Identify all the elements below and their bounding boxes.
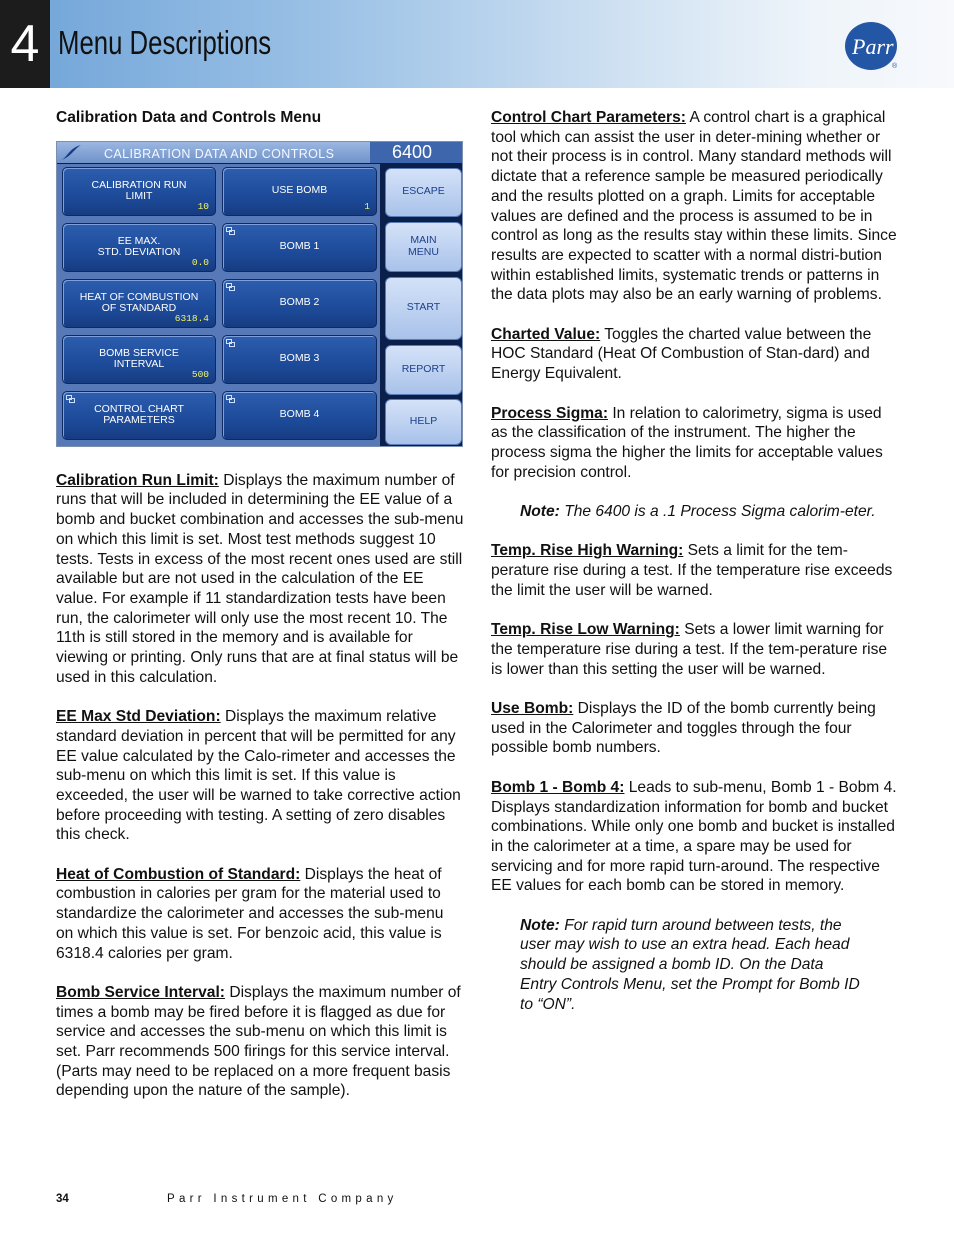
start-button[interactable] xyxy=(385,277,462,340)
page-number: 34 xyxy=(56,1193,69,1205)
note-process-sigma xyxy=(520,502,899,522)
button-label: HEAT OF COMBUSTION OF STANDARD xyxy=(79,290,199,315)
submenu-icon xyxy=(226,395,235,403)
button-label: BOMB 4 xyxy=(279,408,320,421)
swoosh-logo-icon xyxy=(59,143,83,162)
bomb-2-button[interactable] xyxy=(222,279,377,328)
logo-text: Parr xyxy=(852,34,894,59)
button-label: EE MAX. STD. DEVIATION xyxy=(97,234,181,259)
main-menu-button[interactable] xyxy=(385,222,462,272)
note-extra-head xyxy=(520,916,860,1015)
paragraph-text: Displays the ID of the bomb currently being used in the Calorimeter and toggles through the four possible bomb numbers. xyxy=(491,700,876,757)
bomb-4-button[interactable] xyxy=(222,391,377,440)
escape-button[interactable] xyxy=(385,168,462,217)
paragraph-use-bomb xyxy=(491,699,899,758)
bomb-service-interval-button[interactable] xyxy=(62,335,216,384)
bomb-3-button[interactable] xyxy=(222,335,377,384)
right-column xyxy=(491,108,899,1034)
calibration-screen xyxy=(56,141,463,447)
screen-body xyxy=(57,164,462,446)
term: Control Chart Parameters: xyxy=(491,109,686,126)
paragraph-bomb-1-4 xyxy=(491,778,899,896)
button-label: ESCAPE xyxy=(402,185,445,198)
button-label: BOMB SERVICE INTERVAL xyxy=(99,346,179,371)
button-label: MAIN MENU xyxy=(408,234,439,258)
paragraph-text: Toggles the charted value between the HOC Standard (Heat Of Combustion of Stan-dard) and Energy Equivalent. xyxy=(491,325,872,383)
logo-registered-mark: ® xyxy=(892,63,898,70)
term: EE Max Std Deviation: xyxy=(56,708,221,726)
paragraph-text: Leads to sub-menu, Bomb 1 - Bobm 4. Displays standardization information for bomb and bucket combinations. While only one bomb and bucket is installed in the calorimeter at a time, a spare may be used for servicing and for more rapid turn-around. The respective EE values for each bomb can be stored in memory. xyxy=(491,778,897,895)
paragraph-heat-of-combustion xyxy=(56,865,464,964)
ee-max-std-deviation-button[interactable] xyxy=(62,223,216,272)
button-value: 0.0 xyxy=(191,257,209,269)
submenu-icon xyxy=(226,283,235,291)
paragraph-charted-value xyxy=(491,325,899,384)
paragraph-calibration-run-limit xyxy=(56,471,464,688)
page-title: Menu Descriptions xyxy=(58,24,272,61)
term: Use Bomb: xyxy=(491,700,574,717)
control-chart-parameters-button[interactable] xyxy=(62,391,216,440)
paragraph-text: Displays the maximum number of times a bomb may be fired before it is flagged as due for service and accesses the sub-menu on which this limit is set. Parr recommends 500 firings for this service interval. (Parts may need to be replaced on a more frequent basis depending upon the nature of the sample). xyxy=(56,983,461,1100)
paragraph-bomb-service-interval xyxy=(56,983,464,1101)
paragraph-ee-max-std-deviation xyxy=(56,707,464,845)
heat-of-combustion-button[interactable] xyxy=(62,279,216,328)
submenu-icon xyxy=(66,395,75,403)
paragraph-text: A control chart is a graphical tool which can assist the user in deter-mining whether or not their process is in control. Many standard methods will dictate that a reference sample be measured periodically and the results plotted on a graph. Limits for acceptable values are defined and the process is assumed to be in control as long as the results stay within these limits. Since results are expected to scatter with a normal distri-bution within established limits, systematic trends or patterns in the data plots may also be an early warning of problems. xyxy=(491,109,897,304)
screen-title-bar xyxy=(57,142,462,163)
model-number: 6400 xyxy=(370,142,462,163)
button-value: 500 xyxy=(191,369,209,381)
term: Temp. Rise Low Warning: xyxy=(491,621,680,639)
note-label: Note: xyxy=(520,916,560,934)
left-column xyxy=(56,108,464,1121)
paragraph-text: Displays the maximum number of runs that will be included in determining the EE value of a bomb and bucket combination and accesses the sub-menu on which this limit is set. Most test methods suggest 10 tests. Tests in excess of the most recent ones used are still available but are not used in the calculation of the EE value. For example if 11 standardization tests have been run, the calorimeter will only use the most recent 10. The 11th is still stored in the memory and is available for viewing or printing. Only runs that are at final status will be used in this calculation. xyxy=(56,471,464,686)
note-text: The 6400 is a .1 Process Sigma calorim-eter. xyxy=(559,503,876,521)
button-value: 6318.4 xyxy=(174,313,209,325)
paragraph-control-chart-parameters xyxy=(491,108,899,305)
submenu-icon xyxy=(226,339,235,347)
paragraph-temp-rise-low-warning xyxy=(491,620,899,679)
note-text: For rapid turn around between tests, the user may wish to use an extra head. Each head should be assigned a bomb ID. On the Data Entry Controls Menu, set the Prompt for Bomb ID to “ON”. xyxy=(520,916,860,1013)
paragraph-text: Sets a limit for the tem-perature rise during a test. If the temperature rise exceeds the limit the user will be warned. xyxy=(491,542,893,599)
paragraph-text: Sets a lower limit warning for the temperature rise during a test. If the tem-perature rise is lower than this setting the user will be warned. xyxy=(491,621,888,678)
button-label: CONTROL CHART PARAMETERS xyxy=(94,402,184,427)
button-label: START xyxy=(406,301,441,314)
paragraph-text: Displays the heat of combustion in calories per gram for the material used to standardize the calorimeter and accesses the sub-menu on which this value is set. For benzoic acid, this value is 6318.4 calories per gram. xyxy=(56,865,444,962)
note-label: Note: xyxy=(520,503,560,521)
calibration-run-limit-button[interactable] xyxy=(62,167,216,216)
term: Heat of Combustion of Standard: xyxy=(56,865,301,883)
button-label: REPORT xyxy=(401,362,446,375)
paragraph-text: In relation to calorimetry, sigma is used as the classification of the instrument. The higher the process sigma the higher the limits for acceptable values for precision control. xyxy=(491,404,883,481)
parr-logo-icon xyxy=(844,20,900,72)
term: Charted Value: xyxy=(491,325,601,343)
term: Bomb 1 - Bomb 4: xyxy=(491,778,625,796)
bomb-1-button[interactable] xyxy=(222,223,377,272)
company-name: Parr Instrument Company xyxy=(167,1193,398,1205)
button-label: BOMB 2 xyxy=(279,296,320,309)
button-label: BOMB 3 xyxy=(279,352,320,365)
button-label: CALIBRATION RUN LIMIT xyxy=(91,178,187,203)
submenu-icon xyxy=(226,227,235,235)
report-button[interactable] xyxy=(385,345,462,395)
paragraph-text: Displays the maximum relative standard deviation in percent that will be permitted for any EE value calculated by the Calo-rimeter and accesses the sub-menu on which this limit is set. If this value is exceeded, the user will be warned to take corrective action before proceeding with testing. A setting of zero disables this check. xyxy=(56,708,461,844)
use-bomb-button[interactable] xyxy=(222,167,377,216)
term: Calibration Run Limit: xyxy=(56,471,219,489)
term: Bomb Service Interval: xyxy=(56,983,225,1001)
term: Process Sigma: xyxy=(491,404,609,422)
screen-title: CALIBRATION DATA AND CONTROLS xyxy=(104,146,335,161)
chapter-number: 4 xyxy=(0,0,50,88)
button-label: USE BOMB xyxy=(271,184,328,197)
page-header xyxy=(0,0,954,88)
button-value: 10 xyxy=(197,201,209,213)
section-heading: Calibration Data and Controls Menu xyxy=(56,109,322,126)
nav-bar xyxy=(380,164,462,446)
button-label: HELP xyxy=(409,414,438,427)
button-label: BOMB 1 xyxy=(279,240,320,253)
help-button[interactable] xyxy=(385,399,462,445)
paragraph-temp-rise-high-warning xyxy=(491,541,899,600)
paragraph-process-sigma xyxy=(491,404,899,483)
term: Temp. Rise High Warning: xyxy=(491,542,684,560)
button-value: 1 xyxy=(364,201,370,213)
